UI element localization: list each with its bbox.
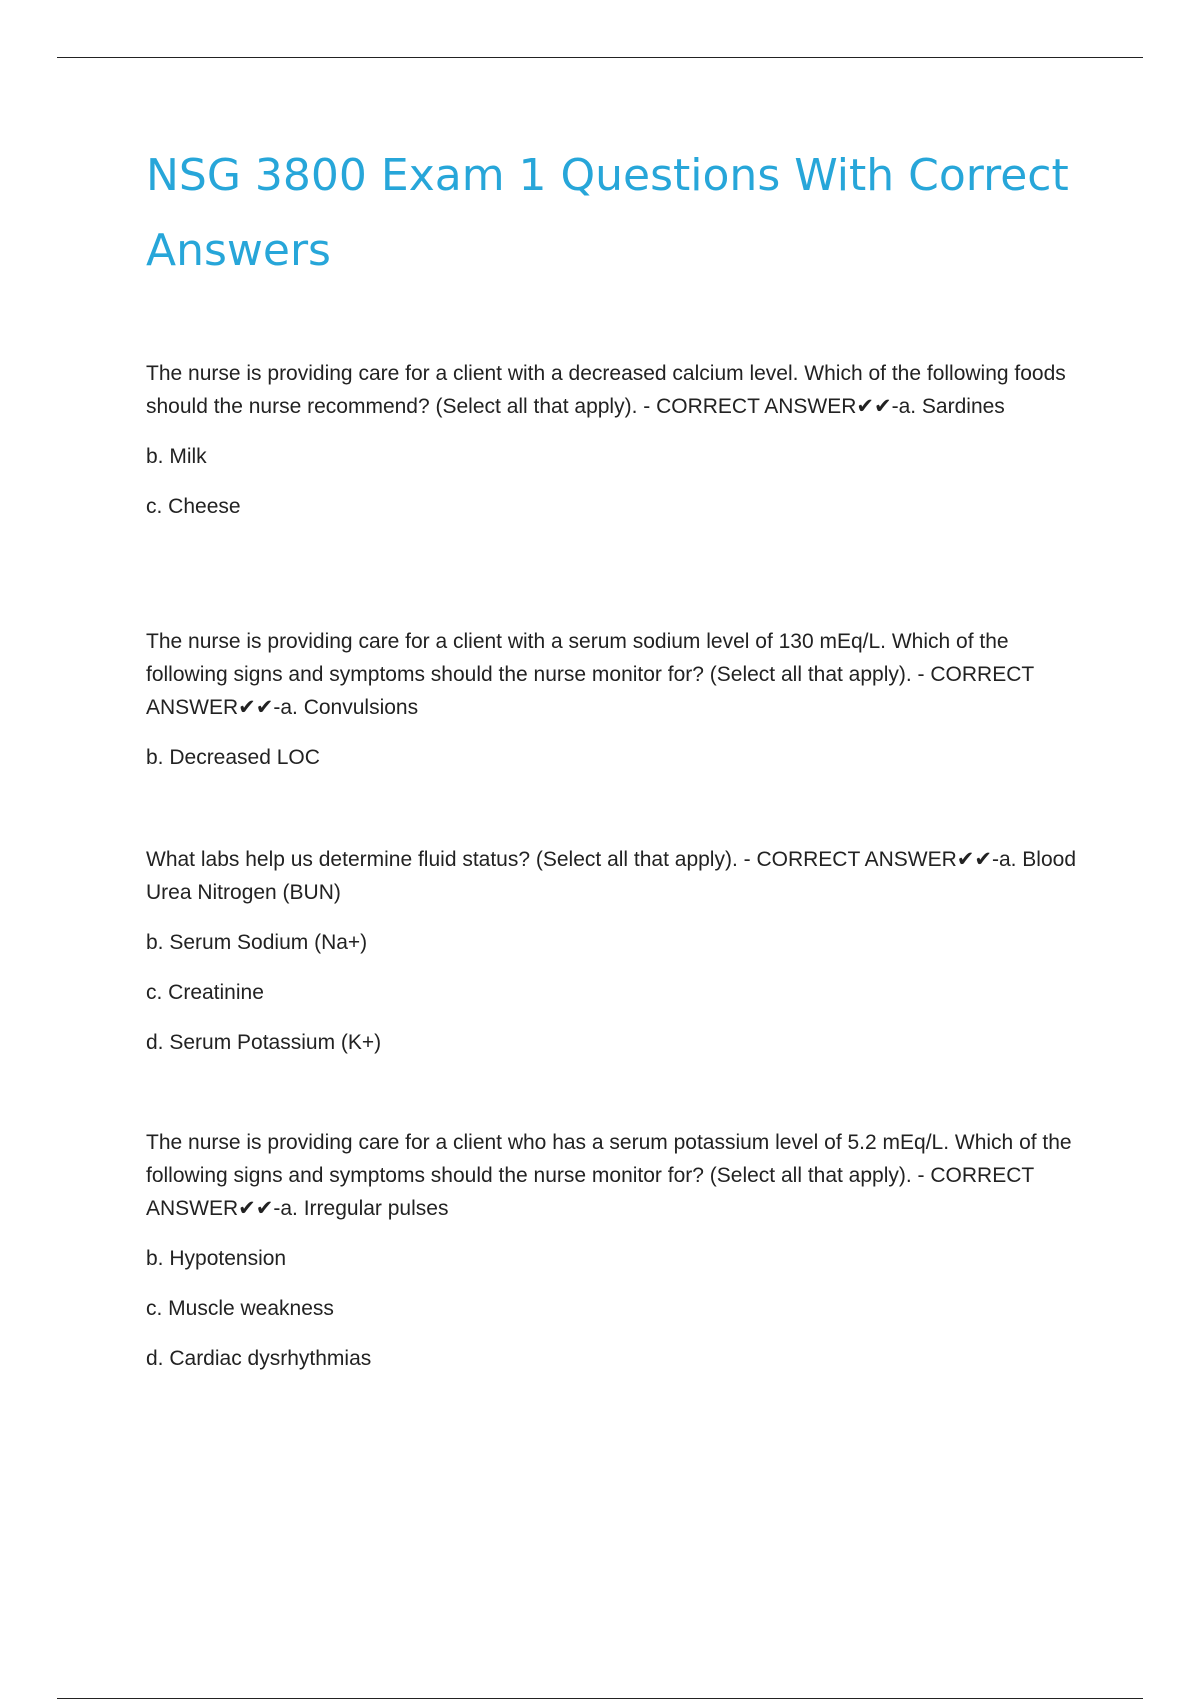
answer-option: c. Creatinine bbox=[146, 981, 264, 1004]
answer-option: b. Milk bbox=[146, 445, 207, 468]
document-title: NSG 3800 Exam 1 Questions With Correct Answers bbox=[146, 150, 1069, 276]
document-page bbox=[146, 138, 1096, 1370]
answer-option: d. Serum Potassium (K+) bbox=[146, 1031, 382, 1054]
answer-option: c. Muscle weakness bbox=[146, 1297, 334, 1320]
question-text: What labs help us determine fluid status? (Select all that apply). - CORRECT ANSWER✔✔-a. Blood Urea Nitrogen (BUN) bbox=[146, 848, 1077, 904]
question-block-4 bbox=[146, 1126, 1096, 1375]
answer-option: b. Serum Sodium (Na+) bbox=[146, 931, 368, 954]
footer-rule bbox=[57, 1698, 1143, 1699]
question-block-1 bbox=[146, 357, 1096, 523]
question-text: The nurse is providing care for a client with a serum sodium level of 130 mEq/L. Which of the following signs and symptoms should the nurse monitor for? (Select all that apply). - CORRECT ANSWER✔✔-a. Convulsions bbox=[146, 630, 1034, 719]
question-text: The nurse is providing care for a client who has a serum potassium level of 5.2 mEq/L. Which of the following signs and symptoms should the nurse monitor for? (Select all that apply). - CORRECT ANSWER✔✔-a. Irregular pulses bbox=[146, 1131, 1072, 1220]
question-text: The nurse is providing care for a client with a decreased calcium level. Which of the following foods should the nurse recommend? (Select all that apply). - CORRECT ANSWER✔✔-a. Sardines bbox=[146, 362, 1066, 418]
question-block-3 bbox=[146, 843, 1096, 1059]
answer-option: b. Decreased LOC bbox=[146, 746, 320, 769]
answer-option: d. Cardiac dysrhythmias bbox=[146, 1347, 372, 1370]
answer-option: c. Cheese bbox=[146, 495, 241, 518]
answer-option: b. Hypotension bbox=[146, 1247, 287, 1270]
header-rule bbox=[57, 57, 1143, 58]
question-block-2 bbox=[146, 625, 1096, 774]
